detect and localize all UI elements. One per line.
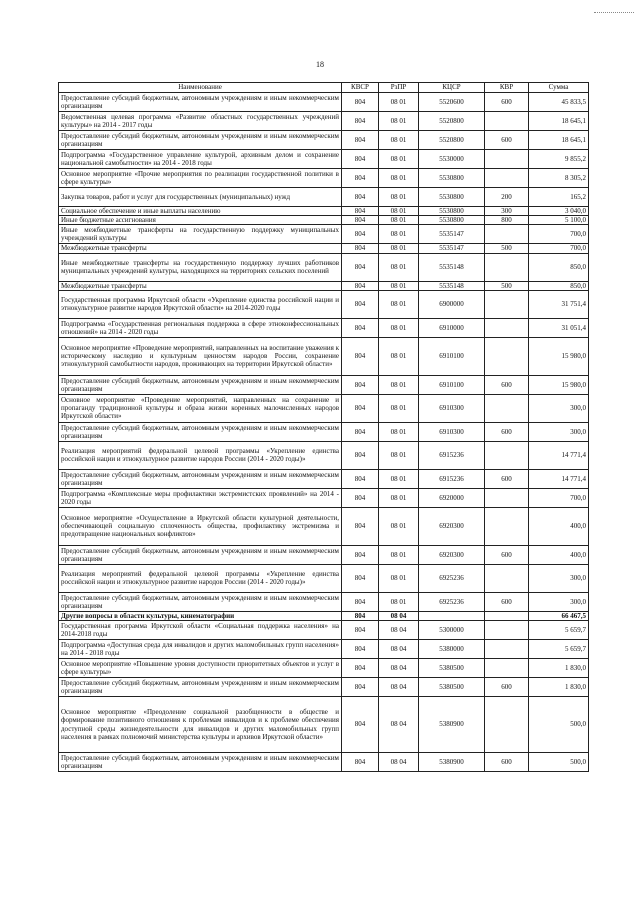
row-kcsr: 5530800 bbox=[419, 188, 485, 207]
row-sum: 300,0 bbox=[529, 422, 589, 441]
row-sum: 31 751,4 bbox=[529, 290, 589, 318]
row-name: Предоставление субсидий бюджетным, автономным учреждениям и иным некоммерческим организациям bbox=[59, 469, 342, 488]
table-row bbox=[59, 216, 589, 225]
row-rzpr: 08 04 bbox=[379, 697, 419, 753]
row-name: Подпрограмма «Комплексные меры профилактики экстремистских проявлений» на 2014 - 2020 годы bbox=[59, 488, 342, 507]
row-kvr: 800 bbox=[485, 216, 529, 225]
table-row bbox=[59, 640, 589, 659]
row-kcsr: 6910000 bbox=[419, 318, 485, 337]
table-row bbox=[59, 611, 589, 620]
row-rzpr: 08 01 bbox=[379, 216, 419, 225]
table-row bbox=[59, 564, 589, 592]
row-kvsr: 804 bbox=[342, 318, 379, 337]
table-row bbox=[59, 753, 589, 772]
budget-table bbox=[58, 82, 589, 772]
row-rzpr: 08 01 bbox=[379, 225, 419, 244]
row-kvr bbox=[485, 150, 529, 169]
row-name: Иные бюджетные ассигнования bbox=[59, 216, 342, 225]
row-name: Ведомственная целевая программа «Развитие областных государственных учреждений культуры» на 2014 - 2017 годы bbox=[59, 112, 342, 131]
row-name: Основное мероприятие «Проведение мероприятий, направленных на воспитание уважения к историческому наследию и культурным ценностям народов России, сохранение этнокультурной самобытности народов, проживающих на территории Иркутской области» bbox=[59, 337, 342, 375]
row-rzpr: 08 01 bbox=[379, 337, 419, 375]
row-rzpr: 08 01 bbox=[379, 592, 419, 611]
row-kcsr: 5380900 bbox=[419, 697, 485, 753]
row-rzpr: 08 01 bbox=[379, 422, 419, 441]
row-name: Предоставление субсидий бюджетным, автономным учреждениям и иным некоммерческим организациям bbox=[59, 131, 342, 150]
row-rzpr: 08 01 bbox=[379, 507, 419, 545]
row-kvsr: 804 bbox=[342, 216, 379, 225]
row-kvsr: 804 bbox=[342, 150, 379, 169]
row-name: Основное мероприятие «Прочие мероприятия по реализации государственной политики в сфере культуры» bbox=[59, 169, 342, 188]
row-kvsr: 804 bbox=[342, 697, 379, 753]
row-kvr bbox=[485, 621, 529, 640]
row-rzpr: 08 01 bbox=[379, 244, 419, 253]
table-row bbox=[59, 394, 589, 422]
row-name: Социальное обеспечение и иные выплаты населению bbox=[59, 207, 342, 216]
table-header-row bbox=[59, 83, 589, 93]
row-kcsr: 5530800 bbox=[419, 169, 485, 188]
row-sum: 700,0 bbox=[529, 244, 589, 253]
row-kvsr: 804 bbox=[342, 131, 379, 150]
row-name: Другие вопросы в области культуры, кинематографии bbox=[59, 611, 342, 620]
row-kcsr: 6910100 bbox=[419, 337, 485, 375]
row-sum: 5 659,7 bbox=[529, 640, 589, 659]
row-kvr: 200 bbox=[485, 188, 529, 207]
row-kvr: 600 bbox=[485, 678, 529, 697]
row-kvsr: 804 bbox=[342, 225, 379, 244]
row-sum: 1 830,0 bbox=[529, 678, 589, 697]
row-kcsr: 5535148 bbox=[419, 253, 485, 281]
row-kvr: 300 bbox=[485, 207, 529, 216]
row-kvr bbox=[485, 640, 529, 659]
row-kvsr: 804 bbox=[342, 640, 379, 659]
row-rzpr: 08 01 bbox=[379, 469, 419, 488]
row-kvr bbox=[485, 611, 529, 620]
row-kvr: 600 bbox=[485, 469, 529, 488]
row-kcsr: 6910300 bbox=[419, 394, 485, 422]
row-name: Подпрограмма «Государственное управление культурой, архивным делом и сохранение национальной самобытности» на 2014 - 2018 годы bbox=[59, 150, 342, 169]
row-kcsr: 6925236 bbox=[419, 564, 485, 592]
row-kvr bbox=[485, 112, 529, 131]
row-kcsr: 5520800 bbox=[419, 131, 485, 150]
row-sum: 1 830,0 bbox=[529, 659, 589, 678]
row-sum: 15 980,0 bbox=[529, 337, 589, 375]
row-sum: 5 100,0 bbox=[529, 216, 589, 225]
row-kcsr: 5380500 bbox=[419, 678, 485, 697]
row-kvr bbox=[485, 507, 529, 545]
row-sum: 300,0 bbox=[529, 592, 589, 611]
row-sum: 14 771,4 bbox=[529, 441, 589, 469]
row-kvsr: 804 bbox=[342, 290, 379, 318]
row-kvr: 600 bbox=[485, 375, 529, 394]
row-rzpr: 08 01 bbox=[379, 488, 419, 507]
row-kvsr: 804 bbox=[342, 545, 379, 564]
row-name: Иные межбюджетные трансферты на государственную поддержку муниципальных учреждений культуры bbox=[59, 225, 342, 244]
row-rzpr: 08 01 bbox=[379, 150, 419, 169]
table-row bbox=[59, 253, 589, 281]
row-name: Иные межбюджетные трансферты на государственную поддержку лучших работников муниципальных учреждений культуры, находящихся на территориях сельских поселений bbox=[59, 253, 342, 281]
table-row bbox=[59, 318, 589, 337]
header-kvr: КВР bbox=[485, 83, 529, 93]
table-row bbox=[59, 697, 589, 753]
row-kcsr: 5380900 bbox=[419, 753, 485, 772]
row-kvr: 500 bbox=[485, 244, 529, 253]
row-sum: 400,0 bbox=[529, 507, 589, 545]
row-kvsr: 804 bbox=[342, 188, 379, 207]
row-kvr: 500 bbox=[485, 281, 529, 290]
header-kcsr: КЦСР bbox=[419, 83, 485, 93]
row-kvsr: 804 bbox=[342, 678, 379, 697]
row-kvr bbox=[485, 659, 529, 678]
row-kcsr: 5300000 bbox=[419, 621, 485, 640]
row-kvr bbox=[485, 337, 529, 375]
row-kcsr: 5530000 bbox=[419, 150, 485, 169]
row-kvsr: 804 bbox=[342, 375, 379, 394]
row-kvr: 600 bbox=[485, 753, 529, 772]
row-kvr bbox=[485, 488, 529, 507]
row-rzpr: 08 04 bbox=[379, 640, 419, 659]
row-kvr bbox=[485, 441, 529, 469]
row-sum: 31 051,4 bbox=[529, 318, 589, 337]
row-name: Предоставление субсидий бюджетным, автономным учреждениям и иным некоммерческим организациям bbox=[59, 545, 342, 564]
row-rzpr: 08 01 bbox=[379, 290, 419, 318]
row-kvr: 600 bbox=[485, 131, 529, 150]
row-name: Предоставление субсидий бюджетным, автономным учреждениям и иным некоммерческим организациям bbox=[59, 375, 342, 394]
table-row bbox=[59, 592, 589, 611]
row-name: Предоставление субсидий бюджетным, автономным учреждениям и иным некоммерческим организациям bbox=[59, 93, 342, 112]
row-kvsr: 804 bbox=[342, 394, 379, 422]
row-kvsr: 804 bbox=[342, 488, 379, 507]
row-kvsr: 804 bbox=[342, 281, 379, 290]
row-sum: 300,0 bbox=[529, 564, 589, 592]
row-rzpr: 08 01 bbox=[379, 564, 419, 592]
row-name: Предоставление субсидий бюджетным, автономным учреждениям и иным некоммерческим организациям bbox=[59, 678, 342, 697]
table-row bbox=[59, 545, 589, 564]
row-name: Государственная программа Иркутской области «Укрепление единства российской нации и этнокультурное развитие народов Иркутской области» на 2014-2020 годы bbox=[59, 290, 342, 318]
row-kvsr: 804 bbox=[342, 659, 379, 678]
row-kvsr: 804 bbox=[342, 469, 379, 488]
row-rzpr: 08 04 bbox=[379, 753, 419, 772]
table-row bbox=[59, 188, 589, 207]
row-kcsr: 6925236 bbox=[419, 592, 485, 611]
row-kvsr: 804 bbox=[342, 611, 379, 620]
table-row bbox=[59, 441, 589, 469]
row-kvr bbox=[485, 225, 529, 244]
row-kvsr: 804 bbox=[342, 253, 379, 281]
row-sum: 850,0 bbox=[529, 281, 589, 290]
header-kvsr: КВСР bbox=[342, 83, 379, 93]
row-kcsr: 5520800 bbox=[419, 112, 485, 131]
row-name: Государственная программа Иркутской области «Социальная поддержка населения» на 2014-2018 годы bbox=[59, 621, 342, 640]
row-sum: 850,0 bbox=[529, 253, 589, 281]
row-kvsr: 804 bbox=[342, 422, 379, 441]
row-sum: 400,0 bbox=[529, 545, 589, 564]
page-number: 18 bbox=[316, 60, 324, 69]
row-kvr bbox=[485, 394, 529, 422]
row-kvr bbox=[485, 697, 529, 753]
row-name: Межбюджетные трансферты bbox=[59, 244, 342, 253]
row-rzpr: 08 01 bbox=[379, 169, 419, 188]
row-rzpr: 08 01 bbox=[379, 394, 419, 422]
row-kcsr: 5535147 bbox=[419, 225, 485, 244]
header-rzpr: РзПР bbox=[379, 83, 419, 93]
header-sum: Сумма bbox=[529, 83, 589, 93]
row-rzpr: 08 01 bbox=[379, 253, 419, 281]
table-row bbox=[59, 469, 589, 488]
row-sum: 9 855,2 bbox=[529, 150, 589, 169]
row-rzpr: 08 01 bbox=[379, 188, 419, 207]
table-row bbox=[59, 659, 589, 678]
table-row bbox=[59, 621, 589, 640]
row-name: Реализация мероприятий федеральной целевой программы «Укрепление единства российской нации и этнокультурное развитие народов России (2014 - 2020 годы)» bbox=[59, 441, 342, 469]
table-row bbox=[59, 678, 589, 697]
row-name: Предоставление субсидий бюджетным, автономным учреждениям и иным некоммерческим организациям bbox=[59, 753, 342, 772]
row-sum: 14 771,4 bbox=[529, 469, 589, 488]
row-sum: 66 467,5 bbox=[529, 611, 589, 620]
table-row bbox=[59, 281, 589, 290]
row-rzpr: 08 01 bbox=[379, 375, 419, 394]
row-kcsr: 5380000 bbox=[419, 640, 485, 659]
row-rzpr: 08 01 bbox=[379, 131, 419, 150]
row-kvsr: 804 bbox=[342, 207, 379, 216]
row-sum: 700,0 bbox=[529, 488, 589, 507]
row-name: Основное мероприятие «Повышение уровня доступности приоритетных объектов и услуг в сфере культуры» bbox=[59, 659, 342, 678]
row-name: Межбюджетные трансферты bbox=[59, 281, 342, 290]
scan-edge-mark bbox=[594, 12, 634, 13]
row-sum: 700,0 bbox=[529, 225, 589, 244]
row-sum: 8 305,2 bbox=[529, 169, 589, 188]
table-row bbox=[59, 169, 589, 188]
row-kcsr: 5535147 bbox=[419, 244, 485, 253]
row-kcsr: 5530800 bbox=[419, 207, 485, 216]
row-kvsr: 804 bbox=[342, 93, 379, 112]
table-row bbox=[59, 150, 589, 169]
row-sum: 18 645,1 bbox=[529, 112, 589, 131]
row-kvsr: 804 bbox=[342, 112, 379, 131]
row-rzpr: 08 01 bbox=[379, 207, 419, 216]
row-kcsr: 5520600 bbox=[419, 93, 485, 112]
table-row bbox=[59, 290, 589, 318]
table-row bbox=[59, 93, 589, 112]
row-name: Закупка товаров, работ и услуг для государственных (муниципальных) нужд bbox=[59, 188, 342, 207]
table-row bbox=[59, 112, 589, 131]
row-name: Реализация мероприятий федеральной целевой программы «Укрепление единства российской нации и этнокультурное развитие народов России (2014 - 2020 годы)» bbox=[59, 564, 342, 592]
row-rzpr: 08 04 bbox=[379, 659, 419, 678]
row-sum: 15 980,0 bbox=[529, 375, 589, 394]
row-sum: 500,0 bbox=[529, 697, 589, 753]
table-row bbox=[59, 422, 589, 441]
row-kcsr: 6920300 bbox=[419, 507, 485, 545]
row-kvr bbox=[485, 564, 529, 592]
row-kvsr: 804 bbox=[342, 621, 379, 640]
row-kvr bbox=[485, 318, 529, 337]
row-sum: 300,0 bbox=[529, 394, 589, 422]
row-kvr: 600 bbox=[485, 592, 529, 611]
row-name: Подпрограмма «Доступная среда для инвалидов и других маломобильных групп населения» на 2014 - 2018 годы bbox=[59, 640, 342, 659]
row-name: Основное мероприятие «Осуществление в Иркутской области культурной деятельности, обеспечивающей социальную сплоченность общества, профилактику экстремизма и предотвращение национальных конфликтов» bbox=[59, 507, 342, 545]
row-kvr bbox=[485, 290, 529, 318]
row-name: Основное мероприятие «Преодоление социальной разобщенности в обществе и формирование позитивного отношения к проблемам инвалидов и к проблеме обеспечения доступной среды жизнедеятельности для инвалидов и других маломобильных групп населения в рамках полномочий министерства культуры и архивов Иркутской области» bbox=[59, 697, 342, 753]
row-rzpr: 08 01 bbox=[379, 281, 419, 290]
table-row bbox=[59, 488, 589, 507]
row-kvr: 600 bbox=[485, 93, 529, 112]
table-row bbox=[59, 244, 589, 253]
row-rzpr: 08 04 bbox=[379, 678, 419, 697]
table-row bbox=[59, 337, 589, 375]
row-name: Основное мероприятие «Проведение мероприятий, направленных на сохранение и пропаганду традиционной культуры и образа жизни коренных малочисленных народов Иркутской области» bbox=[59, 394, 342, 422]
row-rzpr: 08 01 bbox=[379, 93, 419, 112]
row-kcsr: 6910100 bbox=[419, 375, 485, 394]
budget-table-container bbox=[58, 82, 588, 772]
row-kvr: 600 bbox=[485, 422, 529, 441]
row-sum: 5 659,7 bbox=[529, 621, 589, 640]
row-kcsr: 6915236 bbox=[419, 441, 485, 469]
row-rzpr: 08 04 bbox=[379, 611, 419, 620]
row-kvsr: 804 bbox=[342, 337, 379, 375]
row-kvsr: 804 bbox=[342, 592, 379, 611]
row-rzpr: 08 04 bbox=[379, 621, 419, 640]
row-kvsr: 804 bbox=[342, 564, 379, 592]
row-kvsr: 804 bbox=[342, 244, 379, 253]
row-sum: 45 833,5 bbox=[529, 93, 589, 112]
row-kcsr: 6915236 bbox=[419, 469, 485, 488]
row-rzpr: 08 01 bbox=[379, 112, 419, 131]
row-kcsr: 6920000 bbox=[419, 488, 485, 507]
row-name: Предоставление субсидий бюджетным, автономным учреждениям и иным некоммерческим организациям bbox=[59, 422, 342, 441]
row-kvsr: 804 bbox=[342, 753, 379, 772]
row-kcsr: 5530800 bbox=[419, 216, 485, 225]
row-rzpr: 08 01 bbox=[379, 441, 419, 469]
row-sum: 500,0 bbox=[529, 753, 589, 772]
table-row bbox=[59, 375, 589, 394]
row-kcsr: 5535148 bbox=[419, 281, 485, 290]
row-kvsr: 804 bbox=[342, 507, 379, 545]
table-row bbox=[59, 507, 589, 545]
row-kcsr: 6910300 bbox=[419, 422, 485, 441]
table-row bbox=[59, 207, 589, 216]
table-row bbox=[59, 225, 589, 244]
row-kvsr: 804 bbox=[342, 169, 379, 188]
row-name: Подпрограмма «Государственная региональная поддержка в сфере этноконфессиональных отношений» на 2014 - 2020 годы bbox=[59, 318, 342, 337]
row-kcsr: 5380500 bbox=[419, 659, 485, 678]
table-row bbox=[59, 131, 589, 150]
row-kvr bbox=[485, 253, 529, 281]
row-kvr bbox=[485, 169, 529, 188]
table-body bbox=[59, 93, 589, 772]
row-rzpr: 08 01 bbox=[379, 545, 419, 564]
row-kvr: 600 bbox=[485, 545, 529, 564]
header-name: Наименование bbox=[59, 83, 342, 93]
row-kcsr bbox=[419, 611, 485, 620]
row-sum: 18 645,1 bbox=[529, 131, 589, 150]
row-kcsr: 6900000 bbox=[419, 290, 485, 318]
row-kcsr: 6920300 bbox=[419, 545, 485, 564]
row-sum: 3 040,0 bbox=[529, 207, 589, 216]
row-rzpr: 08 01 bbox=[379, 318, 419, 337]
row-kvsr: 804 bbox=[342, 441, 379, 469]
row-sum: 165,2 bbox=[529, 188, 589, 207]
row-name: Предоставление субсидий бюджетным, автономным учреждениям и иным некоммерческим организациям bbox=[59, 592, 342, 611]
